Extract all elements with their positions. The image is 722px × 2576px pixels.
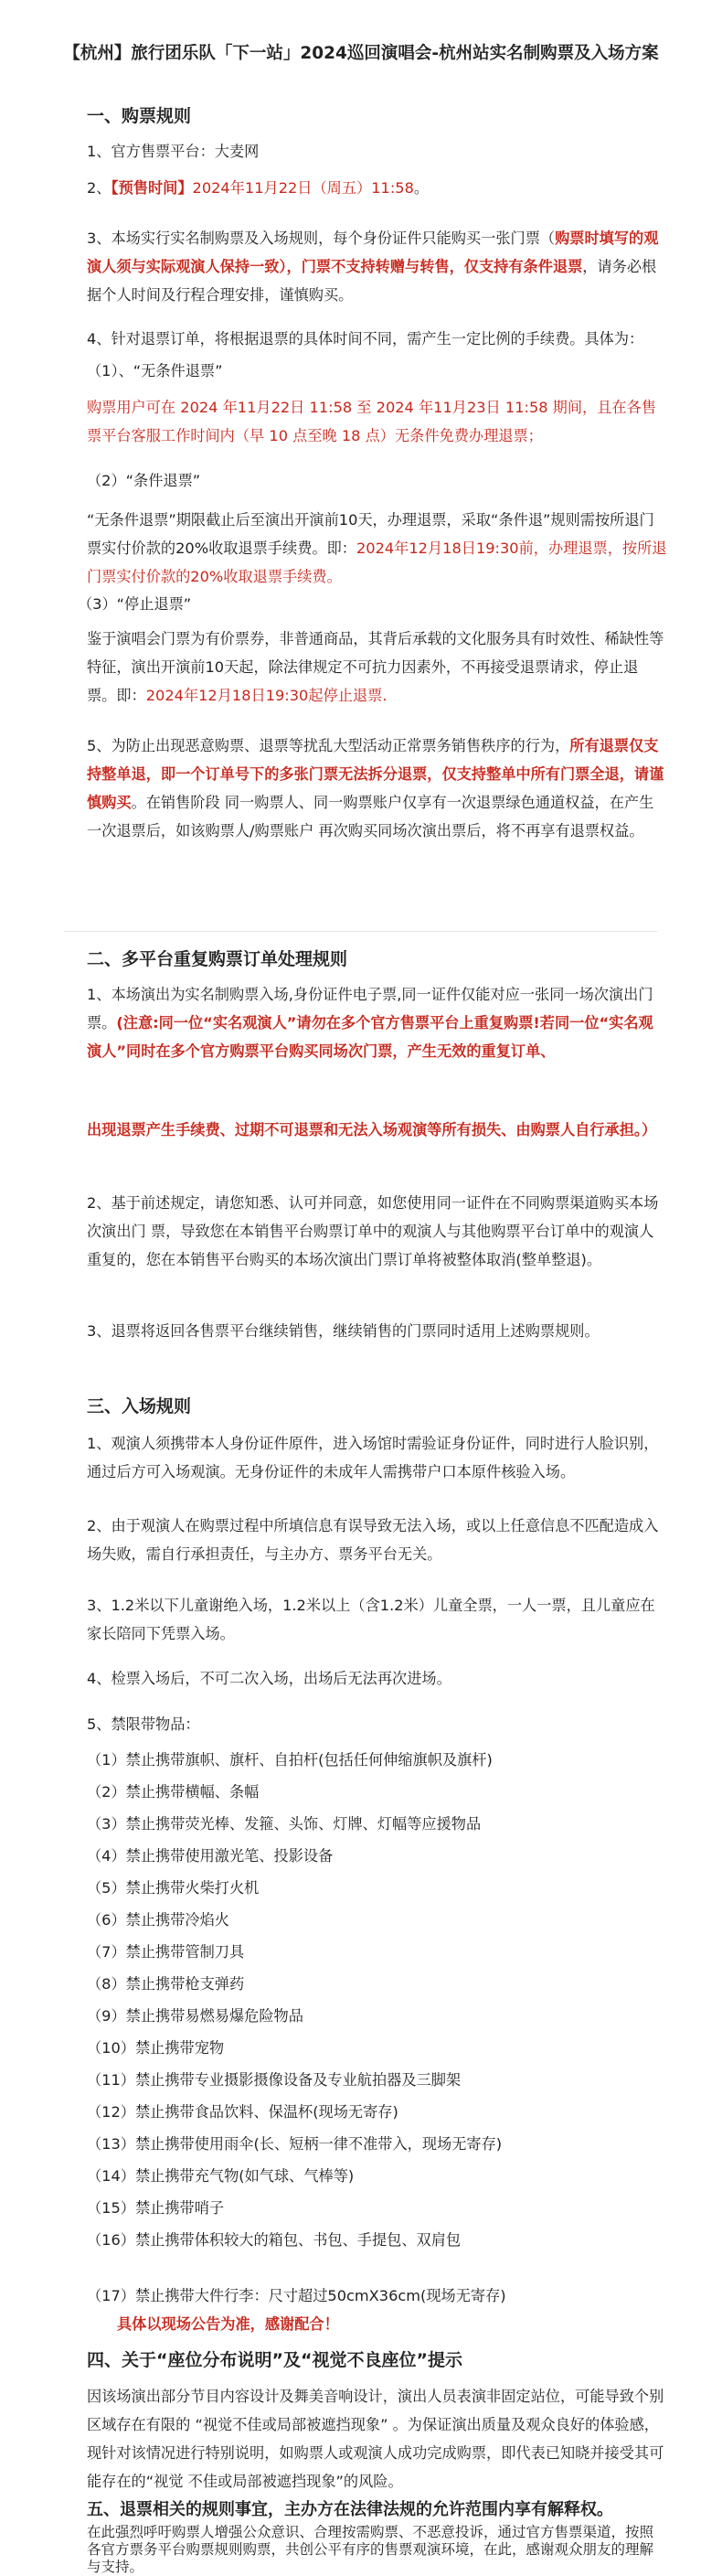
list-item: （4）禁止携带使用激光笔、投影设备 [87,1847,334,1865]
seating-text: 因该场演出部分节目内容设计及舞美音响设计，演出人员表演非固定站位，可能导致个别区域存在有限的 “视觉不佳或局部被遮挡现象” 。为保证演出质量及观众良好的体验感，现针对该情况进行特别说明，如购票人或观演人成功完成购票，即代表已知晓并接受其可能存在的“视觉 不佳或局部被遮挡现象”的风险。 [87,2388,664,2490]
list-item: （11）禁止携带专业摄影摄像设备及专业航拍器及三脚架 [87,2071,462,2089]
section-heading-duplicate-orders: 二、多平台重复购票订单处理规则 [87,949,348,969]
rule-2-presale-time: 2、【预售时间】2024年11月22日（周五）11:58。 [87,179,430,197]
entry-rule-4: 4、检票入场后，不可二次入场，出场后无法再次进场。 [87,1670,451,1687]
rule-4-3-heading: （3）“停止退票” [78,595,192,613]
banned-item-17: （17）禁止携带大件行李：尺寸超过50cmX36cm(现场无寄存) [87,2287,506,2304]
section-heading-entry-rules: 三、入场规则 [87,1396,192,1416]
rule-4-3-text: 鉴于演唱会门票为有价票券，非普通商品，其背后承载的文化服务具有时效性、稀缺性等特征，演出开演前10天起，除法律规定不可抗力因素外，不再接受退票请求，停止退票。即：2024年12月18日19:30起停止退票. [87,630,664,704]
rule-1-platform: 1、官方售票平台：大麦网 [87,143,260,160]
rule-4-2-heading: （2）“条件退票” [87,472,201,489]
section-heading-interpretation: 五、退票相关的规则事宜，主办方在法律法规的允许范围内享有解释权。 [87,2500,613,2519]
list-item: （14）禁止携带充气物(如气球、气棒等) [87,2167,355,2185]
dup-rule-3: 3、退票将返回各售票平台继续销售，继续销售的门票同时适用上述购票规则。 [87,1322,600,1340]
page-title: 【杭州】旅行团乐队「下一站」2024巡回演唱会-杭州站实名制购票及入场方案 [63,44,659,63]
closing-text: 在此强烈呼吁购票人增强公众意识、合理按需购票、不恶意投诉，通过官方售票渠道，按照各官方票务平台购票规则购票，共创公平有序的售票观演环境，在此，感谢观众朋友的理解与支持。 [87,2524,654,2575]
rule-5-whole-order-refund: 5、为防止出现恶意购票、退票等扰乱大型活动正常票务销售秩序的行为，所有退票仅支持整单退，即一个订单号下的多张门票无法拆分退票，仅支持整单中所有门票全退，请谨慎购买。在销售阶段 同一购票人、同一购票账户仅享有一次退票绿色通道权益，在产生一次退票后，如该购票人/购票账户 再次购买同场次演出票后，将不再享有退票权益。 [87,737,664,839]
entry-rule-5: 5、禁限带物品： [87,1716,200,1733]
list-item: （15）禁止携带哨子 [87,2199,225,2217]
list-item: （3）禁止携带荧光棒、发箍、头饰、灯牌、灯幅等应援物品 [87,1815,482,1833]
list-item: （16）禁止携带体积较大的箱包、书包、手提包、双肩包 [87,2231,462,2249]
section-heading-purchase-rules: 一、购票规则 [87,106,192,126]
dup-rule-2: 2、基于前述规定，请您知悉、认可并同意，如您使用同一证件在不同购票渠道购买本场次演出门 票，导致您在本销售平台购票订单中的观演人与其他购票平台订单中的观演人重复的，您在本销售平台购买的本场次演出门票订单将被整体取消(整单整退)。 [87,1194,659,1268]
list-item: （2）禁止携带横幅、条幅 [87,1783,260,1801]
rule-4-2-text: “无条件退票”期限截止后至演出开演前10天，办理退票，采取“条件退”规则需按所退门票实付价款的20%收取退票手续费。即：2024年12月18日19:30前，办理退票，按所退门票实付价款的20%收取退票手续费。 [87,511,667,585]
entry-rule-2: 2、由于观演人在购票过程中所填信息有误导致无法入场，或以上任意信息不匹配造成入场失败，需自行承担责任，与主办方、票务平台无关。 [87,1517,659,1563]
entry-rule-3: 3、1.2米以下儿童谢绝入场，1.2米以上（含1.2米）儿童全票，一人一票，且儿童应在家长陪同下凭票入场。 [87,1597,655,1642]
list-item: （7）禁止携带管制刀具 [87,1943,245,1961]
rule-3-real-name: 3、本场实行实名制购票及入场规则，每个身份证件只能购买一张门票（购票时填写的观演人须与实际观演人保持一致），门票不支持转赠与转售，仅支持有条件退票，请务必根据个人时间及行程合理安排，谨慎购买。 [87,230,659,304]
dup-rule-1-continued: 出现退票产生手续费、过期不可退票和无法入场观演等所有损失、由购票人自行承担。） [87,1121,657,1138]
list-item: （12）禁止携带食品饮料、保温杯(现场无寄存) [87,2103,398,2121]
list-item: （10）禁止携带宠物 [87,2039,225,2057]
dup-rule-1: 1、本场演出为实名制购票入场,身份证件电子票,同一证件仅能对应一张同一场次演出门票。(注意:同一位“实名观演人”请勿在多个官方售票平台上重复购票!若同一位“实名观演人”同时在多个官方购票平台购买同场次门票，产生无效的重复订单、 [87,986,653,1060]
banned-items-list [87,1744,502,2256]
list-item: （1）禁止携带旗帜、旗杆、自拍杆(包括任何伸缩旗帜及旗杆) [87,1751,493,1769]
list-item: （6）禁止携带冷焰火 [87,1911,229,1929]
list-item: （5）禁止携带火柴打火机 [87,1879,260,1897]
entry-rule-1: 1、观演人须携带本人身份证件原件，进入场馆时需验证身份证件，同时进行人脸识别，通过后方可入场观演。无身份证件的未成年人需携带户口本原件核验入场。 [87,1435,659,1480]
rule-4-1-heading: （1）、“无条件退票” [87,362,223,379]
list-item: （8）禁止携带枪支弹药 [87,1975,245,1993]
notice-text: 具体以现场公告为准，感谢配合！ [117,2315,339,2333]
divider [64,931,658,932]
rule-4-1-text: 购票用户可在 2024 年11月22日 11:58 至 2024 年11月23日 11:58 期间，且在各售票平台客服工作时间内（早 10 点至晚 18 点）无条件免费办理退票； [87,399,656,444]
rule-4-refund-fees: 4、针对退票订单，将根据退票的具体时间不同，需产生一定比例的手续费。具体为： [87,330,644,347]
list-item: （9）禁止携带易燃易爆危险物品 [87,2007,303,2025]
section-heading-seating: 四、关于“座位分布说明”及“视觉不良座位”提示 [87,2350,462,2370]
list-item: （13）禁止携带使用雨伞(长、短柄一律不准带入，现场无寄存) [87,2135,503,2153]
